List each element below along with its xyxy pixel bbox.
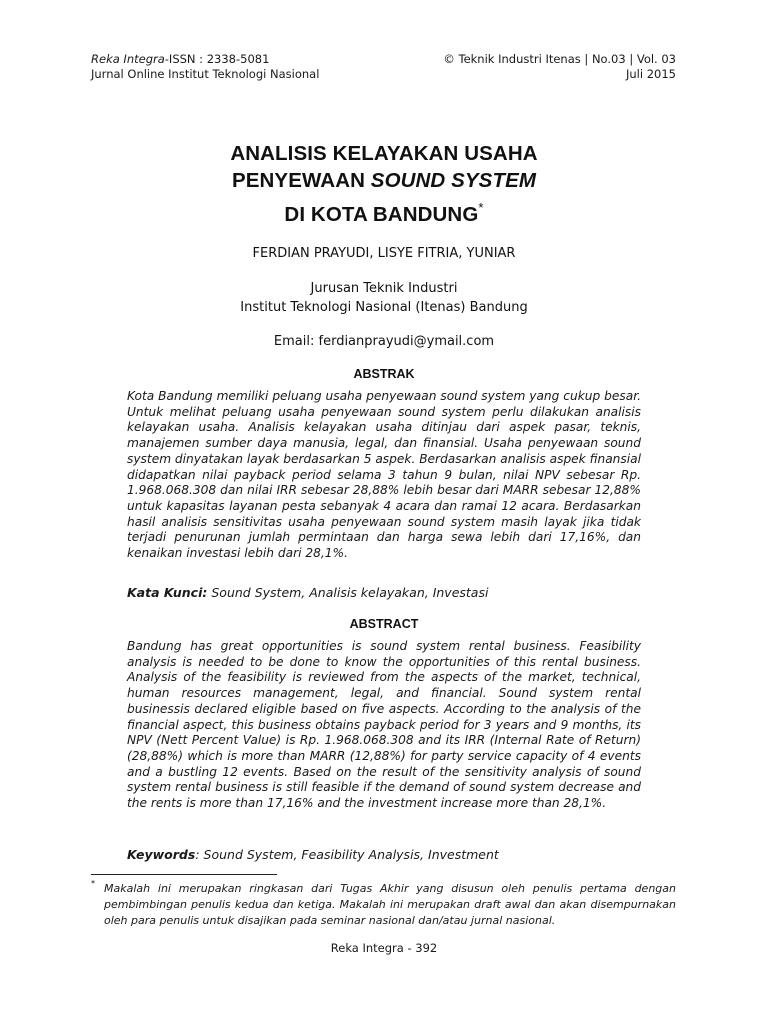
keywords — [127, 847, 641, 863]
kata-kunci-label: Kata Kunci: — [127, 585, 208, 600]
journal-volume: © Teknik Industri Itenas | No.03 | Vol. 03 — [443, 52, 676, 66]
kata-kunci-values: Sound System, Analisis kelayakan, Investasi — [207, 585, 489, 600]
author-affiliation — [0, 279, 768, 317]
abstract-heading: ABSTRACT — [349, 617, 419, 631]
keywords-label: Keywords — [127, 847, 196, 862]
footnote-text: Makalah ini merupakan ringkasan dari Tugas Akhir yang disusun oleh penulis pertama dengan pembimbingan penulis kedua dan ketiga. Makalah ini merupakan draft awal dan akan disempurnakan oleh para penulis untuk disajikan pada seminar nasional dan/atau jurnal nasional. — [104, 882, 676, 927]
abstrak-heading: ABSTRAK — [353, 367, 415, 381]
paper-authors: FERDIAN PRAYUDI, LISYE FITRIA, YUNIAR — [252, 246, 516, 261]
page-number: Reka Integra - 392 — [330, 941, 438, 955]
affiliation-department: Jurusan Teknik Industri — [310, 281, 458, 296]
title-line-2 — [0, 167, 768, 194]
journal-institution: Jurnal Online Institut Teknologi Nasional — [91, 67, 320, 81]
kata-kunci — [127, 585, 641, 601]
title-line-2-italic: SOUND SYSTEM — [370, 169, 537, 192]
footnote-divider — [91, 874, 277, 875]
author-email: Email: ferdianprayudi@ymail.com — [273, 334, 495, 349]
affiliation-institution: Institut Teknologi Nasional (Itenas) Bandung — [240, 300, 528, 315]
journal-header-right — [443, 52, 676, 82]
keywords-values: : Sound System, Feasibility Analysis, Investment — [195, 847, 499, 862]
title-line-2-prefix: PENYEWAAN — [231, 169, 371, 192]
abstrak-text: Kota Bandung memiliki peluang usaha penyewaan sound system yang cukup besar. Untuk melihat peluang usaha penyewaan sound system perlu dilakukan analisis kelayakan usaha. Analisis kelayakan usaha ditinjau dari aspek pasar, teknis, manajemen sumber daya manusia, legal, dan finansial. Usaha penyewaan sound system dinyatakan layak berdasarkan 5 aspek. Berdasarkan analisis aspek finansial didapatkan nilai payback period selama 3 tahun 9 bulan, nilai NPV sebesar Rp. 1.968.068.308 dan nilai IRR sebesar 28,88% lebih besar dari MARR sebesar 12,88% untuk kapasitas layanan pesta sebanyak 4 acara dan ramai 12 acara. Berdasarkan hasil analisis sensitivitas usaha penyewaan sound system masih layak jika tidak terjadi penurunan jumlah permintaan dan harga sewa lebih dari 17,16%, dan kenaikan investasi lebih dari 28,1%. — [127, 389, 641, 561]
journal-header-left — [91, 52, 319, 82]
journal-date: Juli 2015 — [626, 67, 676, 81]
paper-title — [0, 140, 768, 228]
title-line-3-text: DI KOTA BANDUNG — [284, 203, 479, 226]
title-line-3 — [0, 194, 768, 228]
abstract-text: Bandung has great opportunities is sound system rental business. Feasibility analysis is needed to be done to know the opportunities of this rental business. Analysis of the feasibility is reviewed from the aspects of the market, technical, human resources management, legal, and financial. Sound system rental businessis declared eligible based on five aspects. According to the analysis of the financial aspect, this business obtains payback period for 3 years and 9 months, its NPV (Nett Percent Value) is Rp. 1.968.068.308 and its IRR (Internal Rate of Return) (28,88%) which is more than MARR (12,88%) for party service capacity of 4 events and a bustling 12 events. Based on the result of the sensitivity analysis of sound system rental business is still feasible if the demand of sound system decrease and the rents is more than 17,16% and the investment increase more than 28,1%. — [127, 639, 641, 811]
title-footnote-mark: * — [478, 200, 484, 215]
footnote-mark: * — [91, 879, 95, 888]
journal-issn: -ISSN : 2338-5081 — [164, 52, 270, 66]
title-line-1: ANALISIS KELAYAKAN USAHA — [230, 142, 538, 165]
journal-name: Reka Integra — [91, 52, 165, 66]
